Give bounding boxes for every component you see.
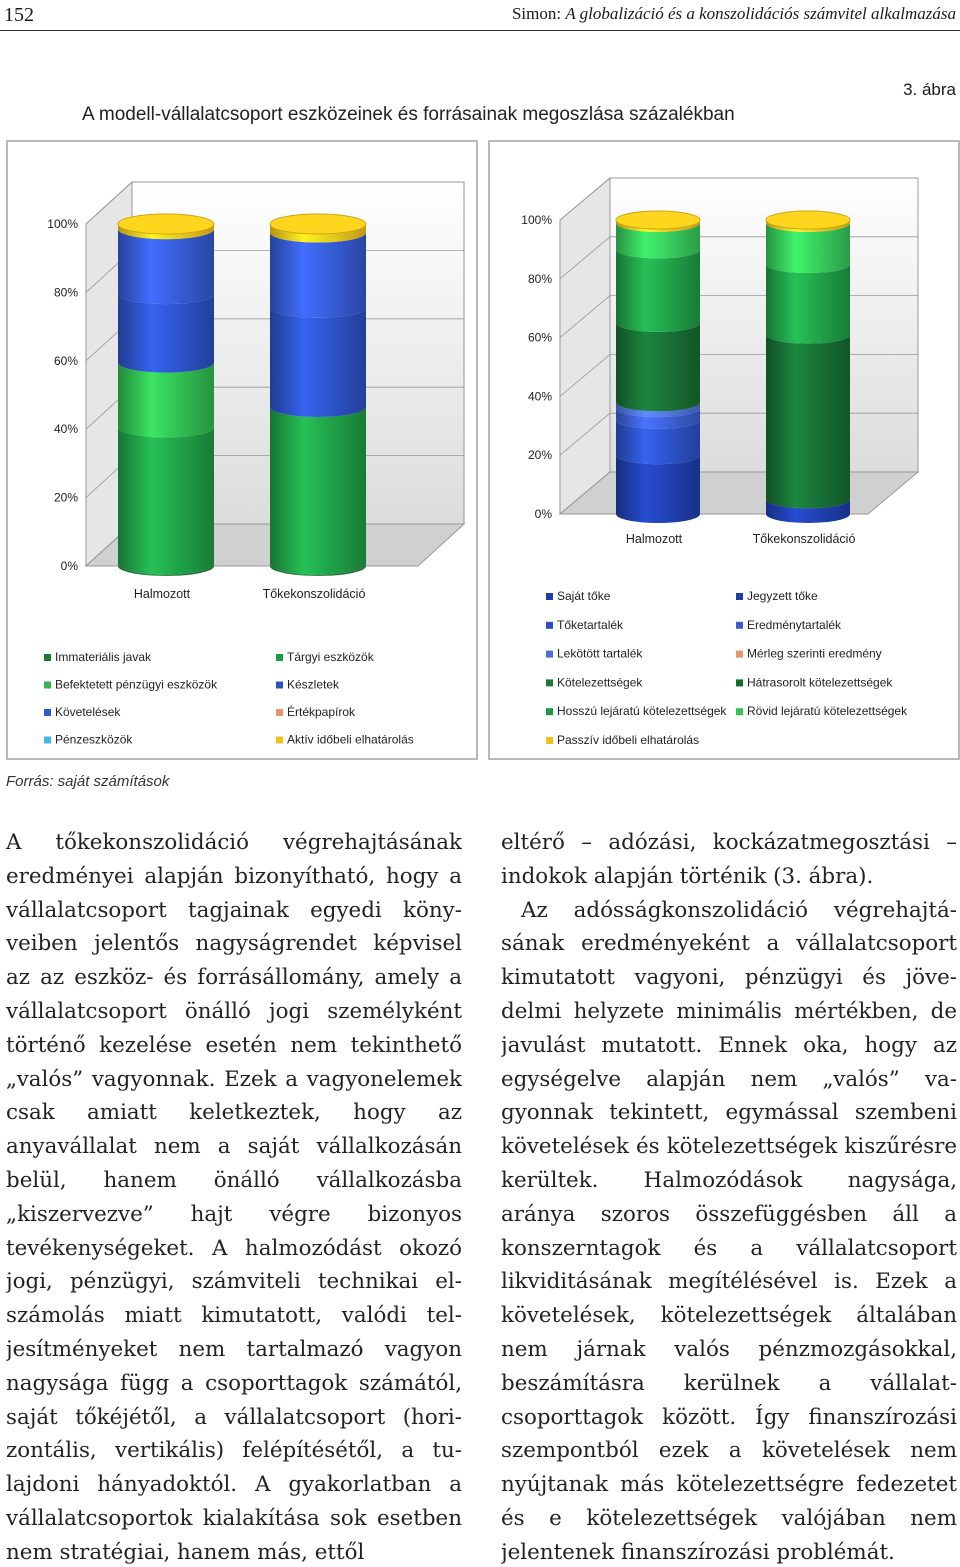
legend-swatch: [276, 654, 283, 661]
y-tick-label: 60%: [53, 353, 78, 368]
y-tick-label: 100%: [521, 213, 552, 227]
bar-stack: [616, 211, 700, 523]
legend-swatch: [736, 651, 743, 658]
legend-item: Pénzeszközök: [55, 732, 133, 747]
legend-swatch: [736, 708, 743, 715]
assets-chart: [8, 142, 476, 758]
body-column-left: [6, 826, 462, 1566]
legend-swatch: [546, 679, 553, 686]
figure-source: Forrás: saját számítások: [6, 773, 170, 790]
figure-title: A modell-vállalatcsoport eszközeinek és forrásainak megoszlása százalékban: [82, 104, 735, 125]
y-tick-label: 0%: [534, 507, 552, 521]
liabilities-chart: [490, 142, 958, 758]
legend-swatch: [44, 709, 51, 716]
y-tick-label: 40%: [53, 422, 78, 437]
y-tick-label: 20%: [53, 490, 78, 505]
y-tick-label: 80%: [53, 285, 78, 300]
chart-floor: [560, 472, 918, 514]
legend-item: Rövid lejáratú kötelezettségek: [747, 704, 908, 719]
bar-segment: [118, 294, 214, 372]
x-category-label: Tőkekonszolidáció: [752, 532, 856, 546]
legend-item: Jegyzett tőke: [747, 589, 818, 603]
legend-item: Lekötött tartalék: [557, 646, 643, 661]
page-header: [0, 0, 960, 31]
legend-item: Követelések: [55, 705, 121, 719]
bar-cap: [118, 214, 214, 234]
y-tick-label: 20%: [527, 448, 552, 463]
bar-segment: [118, 427, 214, 574]
legend-item: Aktív időbeli elhatárolás: [287, 732, 414, 747]
chart-panel-assets: [6, 140, 478, 760]
legend-swatch: [736, 593, 743, 600]
y-tick-label: 0%: [60, 559, 78, 573]
body-paragraph: Az adósságkonszolidáció végrehajtásának eredményeként a vállalatcsoport kimutatott vagyoni, pénzügyi és jövedelmi helyzete minimális mértékben, de javulást mutatott. Ennek oka, hogy az egységelve alapján nem „valós” vagyonnak tekintett, egymással szembeni követelések és kötelezettségek kiszűrésre kerültek. Halmozódások nagysága, aránya szoros összefüggésben áll a konszerntagok és a vállalatcsoport likviditásának megítélésével is. Ezek a követelések, kötelezettségek általában nem járnak valós pénzmozgásokkal, beszámításra kerülnek a vállalatcsoporttagok között. Így finanszírozási szempontból ezek a követelések nem nyújtanak más kötelezettségre fedezetet és e kötelezettségek valójában nem jelentenek finanszírozási problémát.: [501, 897, 957, 1565]
legend-item: Értékpapírok: [287, 705, 356, 719]
legend-swatch: [276, 709, 283, 716]
x-category-label: Halmozott: [625, 532, 683, 546]
x-category-label: Halmozott: [133, 587, 191, 601]
bar-segment: [270, 407, 366, 574]
bar-segment: [616, 455, 700, 523]
legend-item: Eredménytartalék: [747, 617, 842, 632]
bar-cap: [270, 214, 366, 234]
legend-swatch: [44, 682, 51, 689]
body-paragraph: eltérő – adózási, kockázatmegosztási – indokok alapján történik (3. ábra).: [501, 830, 957, 889]
bar-stack: [270, 214, 366, 576]
legend-item: Befektetett pénzügyi eszközök: [55, 677, 218, 692]
legend-item: Kötelezettségek: [557, 675, 643, 690]
legend-swatch: [546, 593, 553, 600]
bar-segment: [766, 264, 850, 344]
legend-swatch: [44, 654, 51, 661]
bar-segment: [616, 323, 700, 411]
legend-swatch: [546, 651, 553, 658]
running-title: [512, 4, 956, 24]
bar-stack: [118, 214, 214, 576]
legend-item: Készletek: [287, 677, 340, 692]
chart-panel-liabilities: [488, 140, 960, 760]
page-number: 152: [4, 4, 34, 26]
legend-swatch: [546, 708, 553, 715]
bar-segment: [766, 335, 850, 509]
bar-segment: [270, 308, 366, 417]
running-title-author: Simon:: [511, 4, 562, 23]
legend-item: Mérleg szerinti eredmény: [747, 646, 882, 661]
legend-item: Hátrasorolt kötelezettségek: [747, 675, 893, 690]
body-paragraph: A tőkekonszolidáció végrehajtásának eredményei alapján bizonyítható, hogy a vállalatcsoport tagjainak egyedi könyveiben jelentős nagyságrendet képvisel az az eszköz- és forrásállomány, amely a vállalatcsoport önálló jogi személyként történő kezelése esetén nem tekinthető „valós” vagyonnak. Ezek a vagyonelemek csak amiatt keletkeztek, hogy az anyavállalat nem a saját vállalkozásán belül, hanem önálló vállalkozásba „kiszervezve” hajt végre bizonyos tevékenységeket. A halmozódást okozó jogi, pénzügyi, számviteli technikai elszámolás miatt kimutatott, valódi teljesítményeket nem tartalmazó vagyon nagysága függ a csoporttagok számától, saját tőkéjétől, a vállalatcsoport (horizontális, vertikális) felépítésétől, a tulajdoni hányadoktól. A gyakorlatban a vállalatcsoportok kialakítása sok esetben nem stratégiai, hanem más, ettől: [6, 830, 462, 1565]
chart-side-wall: [560, 178, 610, 514]
legend-swatch: [736, 622, 743, 629]
legend-item: Hosszú lejáratú kötelezettségek: [557, 704, 727, 719]
bar-stack: [766, 211, 850, 523]
figure-label: 3. ábra: [903, 80, 956, 99]
bar-segment: [118, 229, 214, 304]
x-category-label: Tőkekonszolidáció: [262, 587, 366, 601]
y-tick-label: 40%: [527, 389, 552, 404]
legend-item: Passzív időbeli elhatárolás: [557, 733, 700, 747]
legend-swatch: [546, 737, 553, 744]
legend-swatch: [736, 679, 743, 686]
legend-swatch: [276, 682, 283, 689]
bar-cap: [766, 211, 850, 229]
body-column-right: [501, 826, 957, 1566]
legend-swatch: [546, 622, 553, 629]
legend-swatch: [276, 737, 283, 744]
legend-item: Tőketartalék: [557, 617, 624, 632]
bar-segment: [270, 233, 366, 318]
running-title-text: A globalizáció és a konszolidációs számvitel alkalmazása: [565, 4, 956, 23]
legend-item: Immateriális javak: [55, 650, 152, 664]
legend-swatch: [44, 737, 51, 744]
bar-cap: [616, 211, 700, 229]
bar-segment: [616, 249, 700, 332]
legend-item: Saját tőke: [557, 589, 611, 603]
legend-item: Tárgyi eszközök: [287, 650, 374, 664]
y-tick-label: 80%: [527, 271, 552, 286]
bar-segment: [118, 363, 214, 438]
y-tick-label: 60%: [527, 330, 552, 345]
y-tick-label: 100%: [47, 217, 78, 231]
